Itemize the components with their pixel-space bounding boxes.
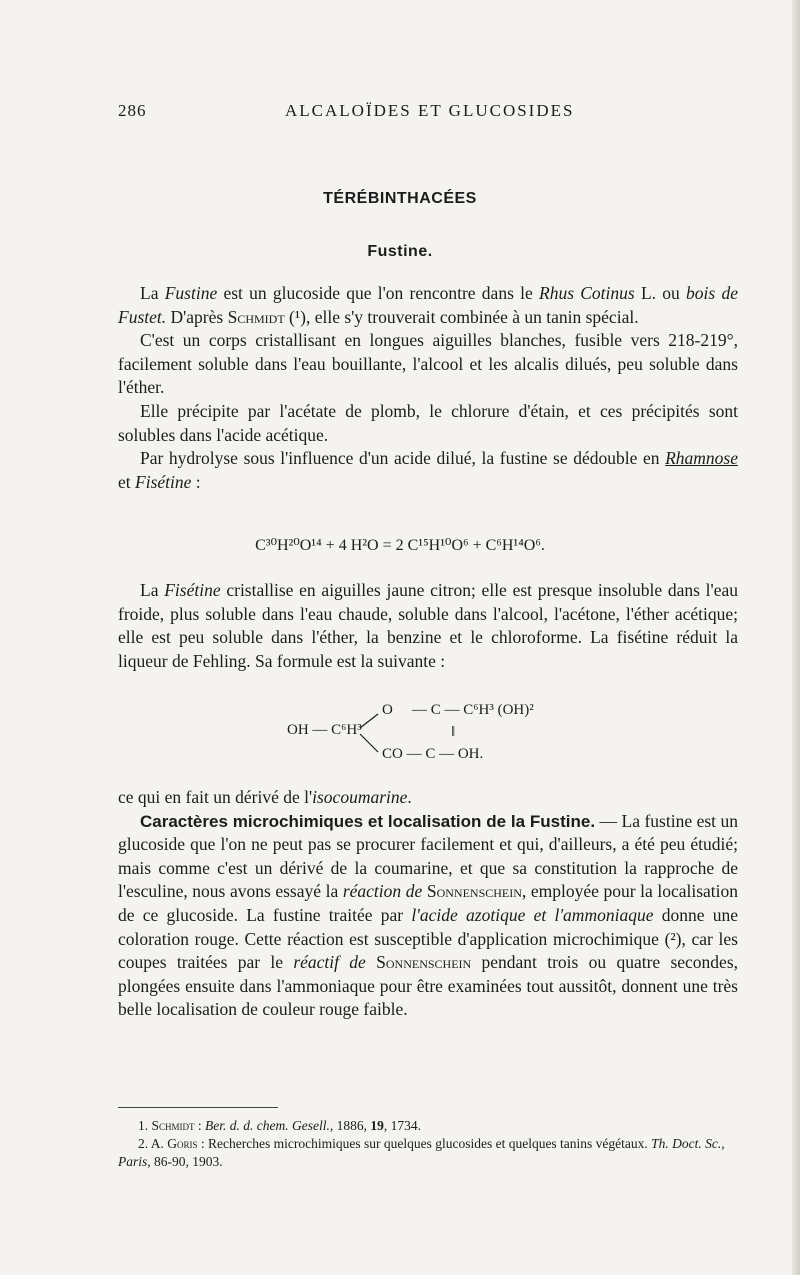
page-header bbox=[118, 101, 738, 125]
footnote-2: 2. A. Goris : Recherches microchimiques sur quelques glucosides et quelques tanins végétaux. Th. Doct. Sc., Paris, 86-90, 1903. bbox=[118, 1136, 725, 1169]
fisetine-structural-formula bbox=[0, 696, 800, 776]
paragraph-6: ce qui en fait un dérivé de l'isocoumarine. bbox=[118, 787, 412, 807]
hydrolysis-equation: C³⁰H²⁰O¹⁴ + 4 H²O = 2 C¹⁵H¹⁰O⁶ + C⁶H¹⁴O⁶. bbox=[255, 537, 545, 554]
page-edge-shadow bbox=[792, 0, 800, 1275]
formula-oh-group: OH — C⁶H³ bbox=[287, 722, 362, 738]
formula-bottom-carbonyl: CO — C — OH. bbox=[382, 746, 484, 762]
paragraph-5: La Fisétine cristallise en aiguilles jaune citron; elle est presque insoluble dans l'eau froide, plus soluble dans l'eau chaude, soluble dans l'alcool, l'acétone, l'éther acétique; elle est peu soluble dans l'éther, la benzine et le chloroforme. La fisétine réduit la liqueur de Fehling. Sa formule est la suivante : bbox=[118, 580, 738, 671]
body-block-1 bbox=[118, 282, 738, 494]
subsection-title: Fustine. bbox=[367, 243, 433, 260]
paragraph-3: Elle précipite par l'acétate de plomb, le chlorure d'étain, et ces précipités sont solubles dans l'acide acétique. bbox=[118, 400, 738, 445]
paragraph-2: C'est un corps cristallisant en longues aiguilles blanches, fusible vers 218-219°, facilement soluble dans l'eau bouillante, l'alcool et les alcalis dilués, peu soluble dans l'éther. bbox=[118, 330, 738, 398]
paragraph-7: Caractères microchimiques et localisation de la Fustine. — La fustine est un glucoside que l'on ne peut pas se procurer facilement et qui, d'ailleurs, a été peu étudié; mais comme c'est un dérivé de la coumarine, et que sa constitution la rapproche de l'esculine, nous avons essayé la réaction de Sonnenschein, employée pour la localisation de ce glucoside. La fustine traitée par l'acide azotique et l'ammoniaque donne une coloration rouge. Cette réaction est susceptible d'application microchimique (²), car les coupes traitées par le réactif de Sonnenschein pendant trois ou quatre secondes, plongées ensuite dans l'ammoniaque pour être examinées tout aussitôt, donnent une très belle localisation de couleur rouge faible. bbox=[118, 810, 739, 1020]
formula-ring-oxygen: O bbox=[382, 702, 393, 718]
formula-top-carbon: — C — C⁶H³ (OH)² bbox=[412, 702, 534, 718]
footnotes bbox=[118, 1117, 738, 1171]
footnote-1: 1. Schmidt : Ber. d. d. chem. Gesell., 1886, 19, 1734. bbox=[138, 1118, 421, 1133]
section-title: TÉRÉBINTHACÉES bbox=[323, 190, 477, 207]
body-block-2 bbox=[118, 579, 738, 673]
paragraph-4: Par hydrolyse sous l'influence d'un acide dilué, la fustine se dédouble en Rhamnose et Fisétine : bbox=[118, 448, 738, 492]
body-block-3 bbox=[118, 786, 738, 1022]
footnote-divider bbox=[118, 1107, 278, 1108]
inline-heading: Caractères microchimiques et localisation de la Fustine. bbox=[140, 811, 596, 831]
running-title: ALCALOÏDES ET GLUCOSIDES bbox=[285, 101, 575, 120]
formula-double-bond: ‖ bbox=[451, 724, 456, 740]
page-number: 286 bbox=[118, 101, 147, 120]
paragraph-1: La Fustine est un glucoside que l'on rencontre dans le Rhus Cotinus L. ou bois de Fustet. D'après Schmidt (¹), elle s'y trouverait combinée à un tanin spécial. bbox=[118, 283, 738, 327]
formula-bonds bbox=[0, 696, 800, 776]
